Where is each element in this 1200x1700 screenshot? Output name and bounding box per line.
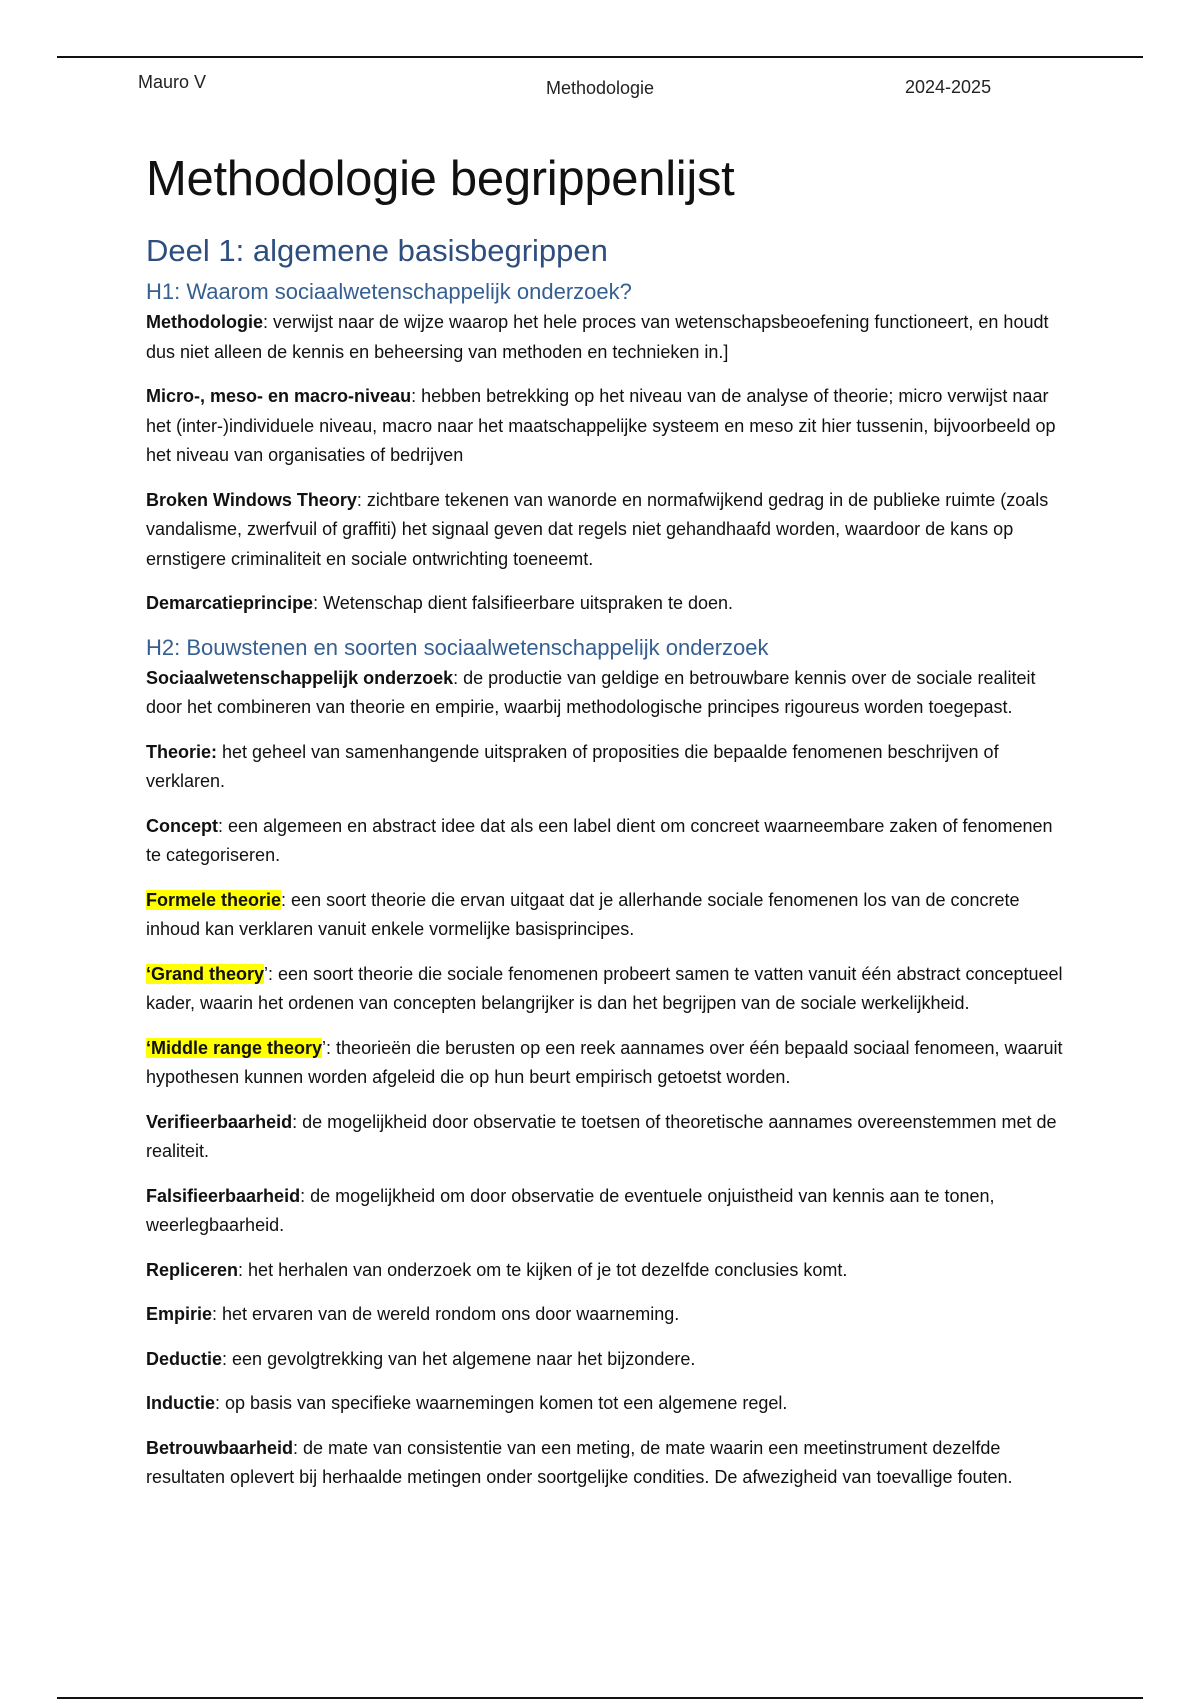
chapter-1-entries: [146, 308, 1066, 619]
glossary-entry: [146, 812, 1066, 871]
glossary-term-highlighted: Formele theorie: [146, 889, 282, 910]
glossary-entry: [146, 664, 1066, 723]
glossary-definition: : op basis van specifieke waarnemingen komen tot een algemene regel.: [215, 1393, 788, 1413]
chapter-2-entries: [146, 664, 1066, 1493]
glossary-entry: [146, 589, 1066, 619]
glossary-term: Empirie: [146, 1304, 213, 1324]
part-heading: Deel 1: algemene basisbegrippen: [146, 233, 608, 268]
glossary-entry: [146, 486, 1066, 575]
glossary-definition: het geheel van samenhangende uitspraken of proposities die bepaalde fenomenen beschrijven of verklaren.: [146, 741, 999, 791]
glossary-entry: ‘Grand theory’: een soort theorie die sociale fenomenen probeert samen te vatten vanuit één abstract conceptueel kader, waarin het ordenen van concepten belangrijker is dan het begrijpen van de sociale werkelijkheid.: [146, 963, 1063, 1013]
glossary-term: Betrouwbaarheid: [146, 1437, 294, 1458]
glossary-term: Broken Windows Theory: [146, 489, 357, 510]
glossary-definition: : een algemeen en abstract idee dat als een label dient om concreet waarneembare zaken of fenomenen te categoriseren.: [146, 815, 1053, 865]
glossary-term: Verifieerbaarheid: [146, 1111, 293, 1132]
glossary-definition: : theorieën die berusten op een reek aannames over één bepaald sociaal fenomeen, waaruit hypothesen kunnen worden afgeleid die op hun beurt empirisch getoetst worden.: [146, 1037, 1063, 1087]
glossary-term: Demarcatieprincipe: [146, 593, 314, 613]
glossary-entry: [146, 1389, 1066, 1419]
glossary-definition: : de mate van consistentie van een meting, de mate waarin een meetinstrument dezelfde resultaten oplevert bij herhaalde metingen onder soortgelijke condities. De afwezigheid van toevallige fouten.: [146, 1437, 1013, 1487]
glossary-term: Deductie: [146, 1348, 223, 1369]
glossary-term: Falsifieerbaarheid: [146, 1185, 301, 1206]
glossary-entry: [146, 1345, 1066, 1375]
glossary-entry: [146, 1434, 1066, 1493]
glossary-definition: : een soort theorie die sociale fenomenen probeert samen te vatten vanuit één abstract conceptueel kader, waarin het ordenen van concepten belangrijker is dan het begrijpen van de sociale werkelijkheid.: [146, 963, 1063, 1013]
glossary-term: Inductie: [146, 1393, 216, 1413]
glossary-definition: : de mogelijkheid om door observatie de eventuele onjuistheid van kennis aan te tonen, weerlegbaarheid.: [146, 1185, 995, 1235]
glossary-entry: [146, 738, 1066, 797]
glossary-entry: [146, 382, 1066, 471]
chapter-heading-1: H1: Waarom sociaalwetenschappelijk onderzoek?: [146, 279, 632, 304]
glossary-entry: [146, 1256, 1066, 1286]
glossary-term: Methodologie: [146, 312, 263, 332]
glossary-definition: : hebben betrekking op het niveau van de analyse of theorie; micro verwijst naar het (inter-)individuele niveau, macro naar het maatschappelijke systeem en meso zit hier tussenin, bijvoorbeeld op het niveau van organisaties of bedrijven: [146, 386, 1056, 465]
glossary-definition: : het herhalen van onderzoek om te kijken of je tot dezelfde conclusies komt.: [238, 1259, 848, 1280]
glossary-term: Theorie:: [146, 741, 218, 762]
glossary-definition: : zichtbare tekenen van wanorde en normafwijkend gedrag in de publieke ruimte (zoals vandalisme, zwerfvuil of graffiti) het signaal geven dat regels niet gehandhaafd worden, waardoor de kans op ernstigere criminaliteit en sociale ontwrichting toeneemt.: [146, 489, 1049, 569]
glossary-definition: : de mogelijkheid door observatie te toetsen of theoretische aannames overeenstemmen met de realiteit.: [146, 1111, 1057, 1161]
header-author: Mauro V: [138, 72, 207, 92]
glossary-entry: [146, 1108, 1066, 1167]
glossary-definition: : de productie van geldige en betrouwbare kennis over de sociale realiteit door het combineren van theorie en empirie, waarbij methodologische principes rigoureus worden toegepast.: [146, 667, 1036, 717]
glossary-term: Concept: [146, 815, 218, 836]
glossary-entry: [146, 886, 1066, 945]
header-course: Methodologie: [545, 78, 655, 98]
header-year: 2024-2025: [905, 77, 992, 97]
glossary-entry: ‘Middle range theory’: theorieën die berusten op een reek aannames over één bepaald sociaal fenomeen, waaruit hypothesen kunnen worden afgeleid die op hun beurt empirisch getoetst worden.: [146, 1037, 1063, 1087]
glossary-term: Sociaalwetenschappelijk onderzoek: [146, 667, 454, 688]
footer-rule: [57, 1697, 1143, 1699]
glossary-definition: : Wetenschap dient falsifieerbare uitspraken te doen.: [313, 593, 734, 613]
document-body: [146, 148, 1066, 1508]
glossary-term-highlighted: Middle range theory: [151, 1037, 323, 1058]
glossary-term-highlighted: Grand theory: [151, 963, 265, 984]
header-rule: [57, 56, 1143, 58]
glossary-entry: [146, 1182, 1066, 1241]
chapter-heading-2: H2: Bouwstenen en soorten sociaalwetenschappelijk onderzoek: [146, 634, 769, 660]
glossary-entry: [146, 1300, 1066, 1330]
glossary-definition: : een soort theorie die ervan uitgaat dat je allerhande sociale fenomenen los van de concrete inhoud kan verklaren vanuit enkele vormelijke basisprincipes.: [146, 889, 1020, 939]
glossary-definition: : een gevolgtrekking van het algemene naar het bijzondere.: [222, 1348, 696, 1369]
glossary-entry: [146, 308, 1066, 367]
glossary-term: Micro-, meso- en macro-niveau: [146, 386, 412, 406]
glossary-term: Repliceren: [146, 1259, 239, 1280]
document-title: Methodologie begrippenlijst: [146, 152, 735, 206]
glossary-definition: : het ervaren van de wereld rondom ons door waarneming.: [212, 1304, 680, 1324]
glossary-definition: : verwijst naar de wijze waarop het hele proces van wetenschapsbeoefening functioneert, en houdt dus niet alleen de kennis en beheersing van methoden en technieken in.]: [146, 312, 1049, 362]
